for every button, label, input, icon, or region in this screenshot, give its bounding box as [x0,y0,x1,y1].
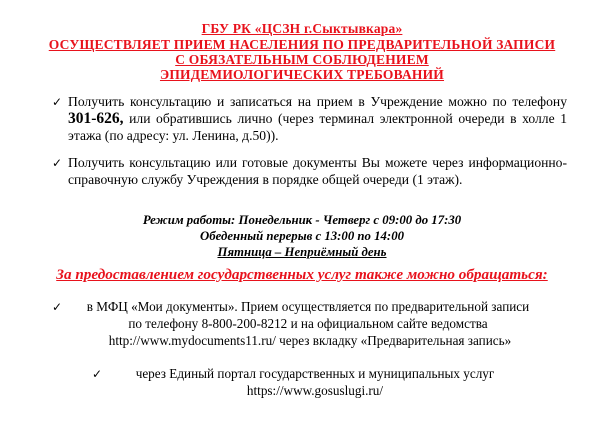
also-contact-heading: За предоставлением государственных услуг также можно обращаться: [56,266,548,283]
gosuslugi-url: https://www.gosuslugi.ru/ [246,383,384,398]
phone-number: 301-626, [68,110,124,127]
checkmark-icon: ✓ [52,300,63,314]
header-line-2: С ОБЯЗАТЕЛЬНЫМ СОБЛЮДЕНИЕМ [175,52,429,67]
bullet-consultation-text: Получить консультацию и записаться на прием в Учреждение можно по телефону [68,94,567,109]
bullet-consultation-text-end: или обратившись лично (через терминал электронной очереди в холле 1 этажа (по адресу: ул. Ленина, д.50)). [68,111,567,143]
checkmark-icon: ✓ [52,156,63,170]
friday-closed: Пятница – Неприёмный день [217,245,387,259]
checkmark-icon: ✓ [92,367,103,381]
bullet-consultation [68,93,567,144]
checkmark-icon: ✓ [52,95,63,109]
lunch-break: Обеденный перерыв с 13:00 по 14:00 [200,229,404,243]
mfc-line-3: http://www.mydocuments11.ru/ через вкладку «Предварительная запись» [108,333,512,348]
header-line-3: ЭПИДЕМИОЛОГИЧЕСКИХ ТРЕБОВАНИЙ [159,67,445,82]
working-hours: Режим работы: Понедельник - Четверг с 09:00 до 17:30 [142,213,462,227]
header-line-1: ОСУЩЕСТВЛЯЕТ ПРИЕМ НАСЕЛЕНИЯ ПО ПРЕДВАРИТЕЛЬНОЙ ЗАПИСИ [48,37,556,52]
mfc-line-2: по телефону 8-800-200-8212 и на официальном сайте ведомства [128,316,488,331]
org-title: ГБУ РК «ЦСЗН г.Сыктывкара» [201,21,403,36]
bullet-info-service: Получить консультацию или готовые документы Вы можете через информационно-справочную службу Учреждения в порядке общей очереди (1 этаж). [68,155,567,187]
mfc-line-1: в МФЦ «Мои документы». Прием осуществляется по предварительной записи [86,299,530,314]
gosuslugi-line-1: через Единый портал государственных и муниципальных услуг [135,366,495,381]
